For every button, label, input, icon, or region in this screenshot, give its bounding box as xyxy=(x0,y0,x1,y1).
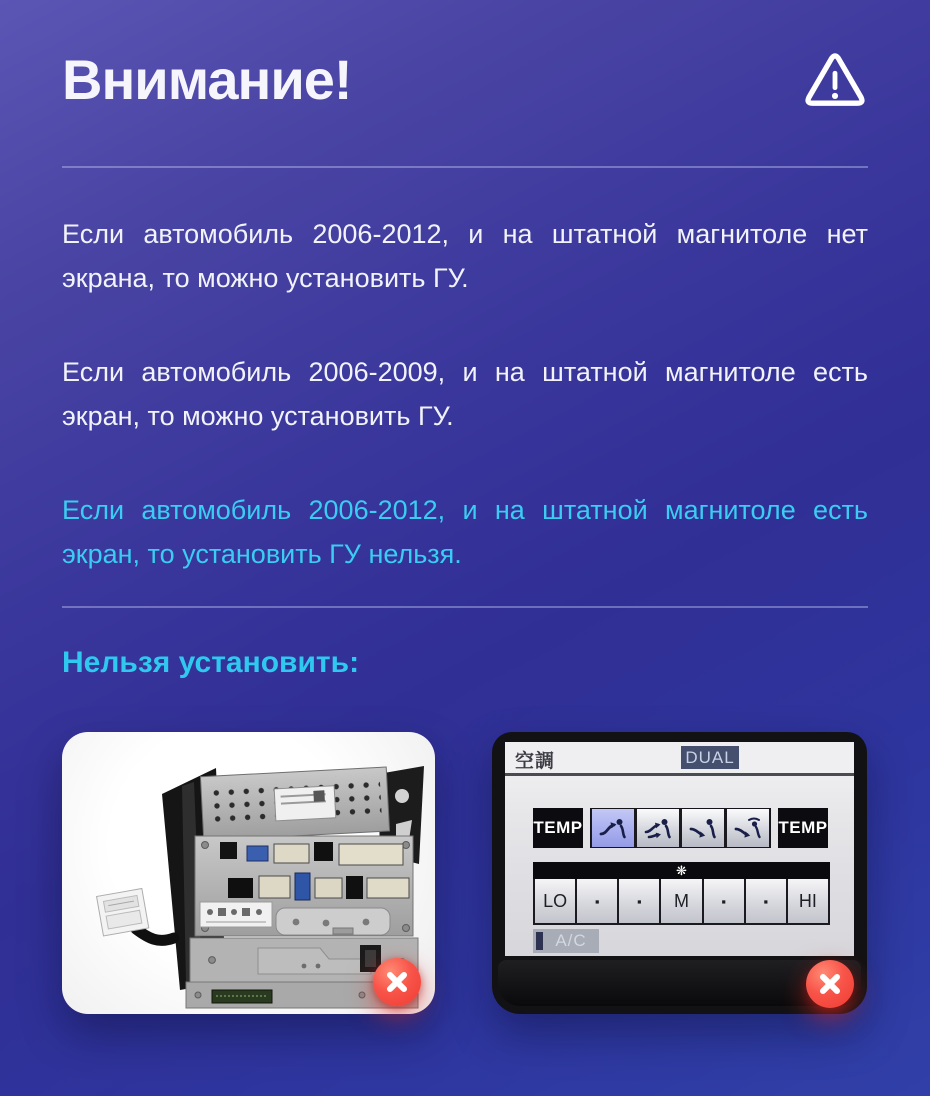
paragraph-cannot-install xyxy=(62,488,868,576)
vent-bilevel-button xyxy=(636,809,681,847)
cannot-install-badge xyxy=(373,958,421,1006)
paragraph-can-install-with-screen xyxy=(62,350,868,438)
fan-speed-lo-button: LO xyxy=(535,879,575,923)
fan-speed-row xyxy=(533,879,830,925)
fan-speed-medium-button: M xyxy=(661,879,701,923)
paragraph-can-install-no-screen xyxy=(62,212,868,300)
paragraph-line: экрана, то можно установить ГУ. xyxy=(62,263,469,293)
paragraph-line: экран, то установить ГУ нельзя. xyxy=(62,539,462,569)
section-subheading: Нельзя установить: xyxy=(62,646,360,679)
fan-speed-step-button: ▪ xyxy=(619,879,659,923)
climate-screen xyxy=(505,742,854,956)
fan-speed-block xyxy=(533,862,830,925)
fan-icon: ❋ xyxy=(676,863,687,878)
fan-speed-step-button: ▪ xyxy=(577,879,617,923)
vent-feet-icon xyxy=(688,816,718,840)
page-title: Внимание! xyxy=(62,48,352,111)
vent-face-button xyxy=(591,809,636,847)
paragraph-line: Если автомобиль 2006-2012, и на штатной магнитоле нет xyxy=(62,219,868,249)
fan-speed-step-button: ▪ xyxy=(704,879,744,923)
airflow-mode-row xyxy=(533,808,828,848)
card-head-unit-photo xyxy=(62,732,435,1014)
paragraph-line: Если автомобиль 2006-2012, и на штатной магнитоле есть xyxy=(62,495,868,525)
dual-button: DUAL xyxy=(681,746,739,769)
vent-feet-button xyxy=(681,809,726,847)
header-row xyxy=(62,0,868,110)
divider-top xyxy=(62,166,868,168)
fan-speed-step-button: ▪ xyxy=(746,879,786,923)
divider-middle xyxy=(62,606,868,608)
climate-title-label: 空調 xyxy=(515,751,556,772)
fan-strip xyxy=(533,862,830,879)
climate-header-bar xyxy=(505,742,854,776)
vent-bilevel-icon xyxy=(643,816,673,840)
card-climate-screen-photo xyxy=(492,732,867,1014)
vent-face-icon xyxy=(598,816,628,840)
ac-button-label: A/C xyxy=(555,931,587,950)
temp-button-right: TEMP xyxy=(778,808,828,848)
warning-triangle-icon xyxy=(804,52,866,108)
airflow-mode-group xyxy=(590,808,771,848)
ac-button-indicator xyxy=(536,932,543,950)
paragraph-line: экран, то можно установить ГУ. xyxy=(62,401,454,431)
x-cross-icon xyxy=(818,972,842,996)
cannot-install-badge xyxy=(806,960,854,1008)
x-cross-icon xyxy=(385,970,409,994)
temp-button-left: TEMP xyxy=(533,808,583,848)
paragraph-line: Если автомобиль 2006-2009, и на штатной магнитоле есть xyxy=(62,357,868,387)
example-cards-row xyxy=(62,732,868,1014)
vent-defrost-feet-button xyxy=(726,809,770,847)
fan-speed-hi-button: HI xyxy=(788,879,828,923)
ac-button xyxy=(533,929,599,953)
vent-defrost-feet-icon xyxy=(733,816,763,840)
